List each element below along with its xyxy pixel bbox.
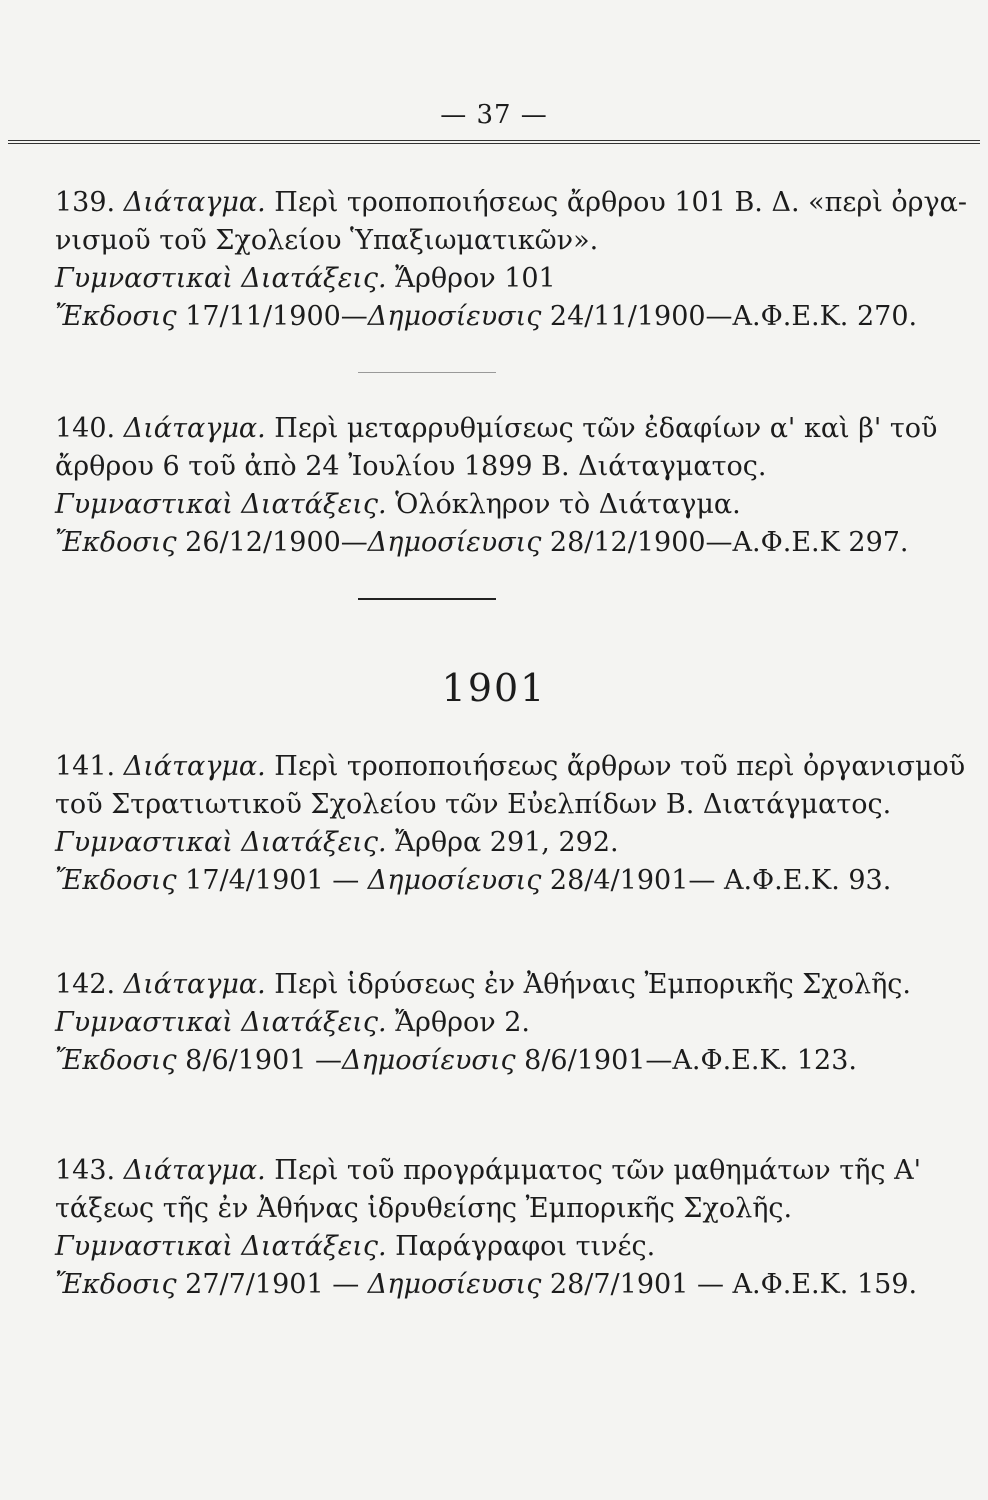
decree-entry-143	[55, 1152, 922, 1304]
entry-line	[55, 1004, 875, 1042]
gymnastics-value: Ἄρθρον 101	[386, 263, 556, 294]
decree-entry-141	[55, 748, 966, 900]
gymnastics-label: Γυμναστικαὶ Διατάξεις.	[55, 489, 387, 520]
issue-date: 27/7/1901 —	[176, 1269, 368, 1300]
issue-label: Ἔκδοσις	[55, 1269, 177, 1300]
entry-line: ἄρθρου 6 τοῦ ἀπὸ 24 Ἰουλίου 1899 Β. Διάταγματος.	[55, 451, 767, 482]
publication-label: Δημοσίευσις	[367, 865, 542, 896]
publication-date: 28/12/1900—Α.Φ.Ε.Κ 297.	[541, 527, 909, 558]
entry-line	[55, 1266, 918, 1304]
entry-title: Περὶ μεταρρυθμίσεως τῶν ἐδαφίων α' καὶ β' τοῦ	[265, 413, 938, 444]
entry-line	[55, 862, 892, 900]
entry-line	[55, 1042, 875, 1080]
gymnastics-label: Γυμναστικαὶ Διατάξεις.	[55, 1231, 387, 1262]
entry-line	[55, 184, 968, 222]
section-separator	[358, 598, 496, 600]
header-rule	[8, 140, 980, 144]
issue-label: Ἔκδοσις	[55, 527, 177, 558]
publication-label: Δημοσίευσις	[367, 527, 542, 558]
entry-line	[55, 410, 938, 448]
entry-number: 142.	[55, 969, 116, 1000]
decree-entry-140	[55, 410, 938, 562]
entry-line	[55, 486, 875, 524]
gymnastics-value: Ἄρθρα 291, 292.	[386, 827, 619, 858]
entry-line	[55, 298, 918, 336]
decree-entry-139	[55, 184, 968, 336]
entry-number: 140.	[55, 413, 116, 444]
entry-line	[55, 1152, 922, 1190]
entry-line: τάξεως τῆς ἐν Ἀθήνας ἱδρυθείσης Ἐμπορικῆς Σχολῆς.	[55, 1193, 793, 1224]
issue-date: 17/4/1901 —	[176, 865, 368, 896]
entry-type: Διάταγμα.	[123, 751, 266, 782]
entry-title: Περὶ τροποποιήσεως ἄρθρων τοῦ περὶ ὀργανισμοῦ	[265, 751, 966, 782]
gymnastics-label: Γυμναστικαὶ Διατάξεις.	[55, 263, 387, 294]
entry-line	[55, 1228, 875, 1266]
entry-number: 139.	[55, 187, 116, 218]
publication-date: 24/11/1900—Α.Φ.Ε.Κ. 270.	[541, 301, 918, 332]
issue-date: 26/12/1900—	[176, 527, 368, 558]
gymnastics-value: Ὁλόκληρον τὸ Διάταγμα.	[386, 489, 741, 520]
entry-number: 141.	[55, 751, 116, 782]
separator-line	[358, 372, 496, 373]
entry-title: Περὶ ἱδρύσεως ἐν Ἀθήναις Ἐμπορικῆς Σχολῆς.	[265, 969, 911, 1000]
entry-line	[55, 260, 875, 298]
decree-entry-142	[55, 966, 911, 1080]
entry-type: Διάταγμα.	[123, 969, 266, 1000]
publication-label: Δημοσίευσις	[342, 1045, 516, 1076]
entry-type: Διάταγμα.	[123, 1155, 266, 1186]
publication-label: Δημοσίευσις	[367, 1269, 542, 1300]
entry-type: Διάταγμα.	[123, 187, 266, 218]
publication-date: 28/4/1901— Α.Φ.Ε.Κ. 93.	[541, 865, 892, 896]
issue-label: Ἔκδοσις	[55, 1045, 177, 1076]
entry-title: Περὶ τροποποιήσεως ἄρθρου 101 Β. Δ. «περὶ ὀργα-	[265, 187, 968, 218]
issue-label: Ἔκδοσις	[55, 301, 177, 332]
publication-label: Δημοσίευσις	[367, 301, 542, 332]
publication-date: 28/7/1901 — Α.Φ.Ε.Κ. 159.	[541, 1269, 918, 1300]
issue-date: 8/6/1901 —	[176, 1045, 343, 1076]
gymnastics-value: Παράγραφοι τινές.	[386, 1231, 656, 1262]
year-heading: 1901	[441, 666, 547, 710]
entry-line: νισμοῦ τοῦ Σχολείου Ὑπαξιωματικῶν».	[55, 225, 599, 256]
publication-date: 8/6/1901—Α.Φ.Ε.Κ. 123.	[515, 1045, 857, 1076]
entry-line	[55, 748, 966, 786]
gymnastics-label: Γυμναστικαὶ Διατάξεις.	[55, 827, 387, 858]
entry-title: Περὶ τοῦ προγράμματος τῶν μαθημάτων τῆς Α'	[265, 1155, 922, 1186]
page-number: — 37 —	[440, 100, 548, 130]
entry-type: Διάταγμα.	[123, 413, 266, 444]
entry-line	[55, 824, 875, 862]
issue-date: 17/11/1900—	[176, 301, 368, 332]
entry-number: 143.	[55, 1155, 116, 1186]
issue-label: Ἔκδοσις	[55, 865, 177, 896]
entry-line	[55, 966, 911, 1004]
gymnastics-value: Ἄρθρον 2.	[386, 1007, 530, 1038]
entry-line: τοῦ Στρατιωτικοῦ Σχολείου τῶν Εὐελπίδων Β. Διατάγματος.	[55, 789, 892, 820]
gymnastics-label: Γυμναστικαὶ Διατάξεις.	[55, 1007, 387, 1038]
entry-line	[55, 524, 909, 562]
